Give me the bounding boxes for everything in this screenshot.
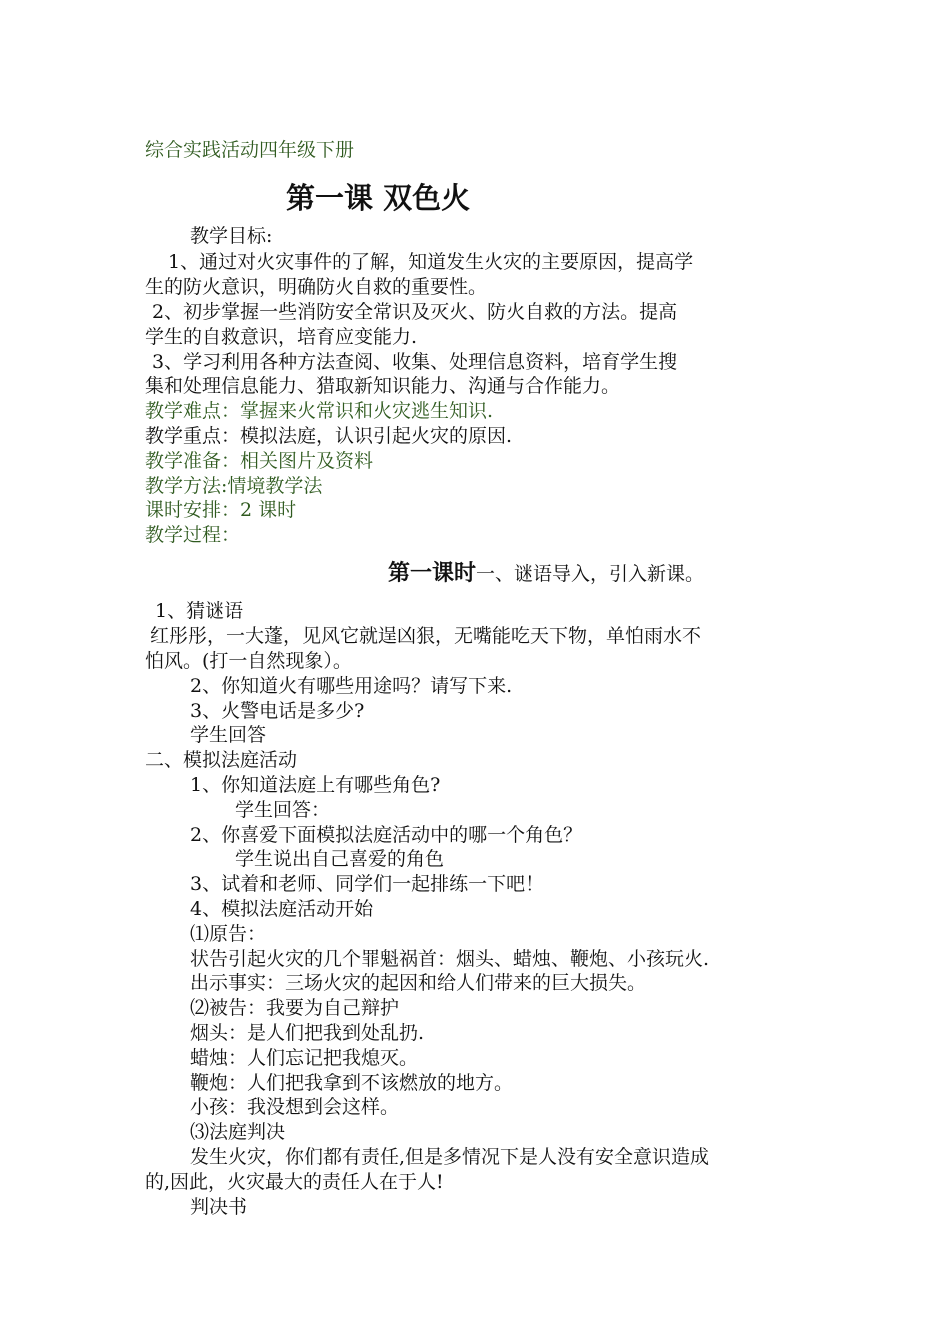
court-question-2: 2、你喜爱下面模拟法庭活动中的哪一个角色？	[190, 824, 583, 846]
riddle-line-1: 红彤彤，一大蓬，见风它就逞凶狠，无嘴能吃天下物，单怕雨水不	[150, 625, 702, 647]
teaching-prep: 教学准备：相关图片及资料	[145, 450, 374, 472]
plaintiff-facts: 出示事实：三场火灾的起因和给人们带来的巨大损失。	[190, 972, 647, 994]
teaching-keypoint: 教学重点：模拟法庭，认识引起火灾的原因.	[145, 425, 513, 447]
plaintiff-heading: ⑴原告：	[190, 923, 267, 945]
verdict-line-1: 发生火灾，你们都有责任,但是多情况下是人没有安全意识造成	[190, 1146, 710, 1168]
court-answer-1: 学生回答：	[235, 799, 331, 821]
plaintiff-statement: 状告引起火灾的几个罪魁祸首：烟头、蜡烛、鞭炮、小孩玩火.	[190, 948, 710, 970]
question-2: 2、你知道火有哪些用途吗？请写下来.	[190, 675, 513, 697]
verdict-line-2: 的,因此，火灾最大的责任人在于人!	[145, 1171, 444, 1193]
goal-3-line-1: 3、学习利用各种方法查阅、收集、处理信息资料，培育学生搜	[152, 351, 678, 373]
goal-3-line-2: 集和处理信息能力、猎取新知识能力、沟通与合作能力。	[145, 375, 621, 397]
goal-1-line-1: 1、通过对火灾事件的了解，知道发生火灾的主要原因，提高学	[168, 251, 694, 273]
defense-firecracker: 鞭炮：人们把我拿到不该燃放的地方。	[190, 1072, 514, 1094]
question-3: 3、火警电话是多少?	[190, 700, 365, 722]
riddle-heading: 1、猜谜语	[155, 600, 244, 622]
court-question-3: 3、试着和老师、同学们一起排练一下吧！	[190, 873, 545, 895]
period-heading-line	[388, 562, 704, 586]
defense-child: 小孩：我没想到会这样。	[190, 1096, 400, 1118]
teaching-process: 教学过程：	[145, 524, 241, 546]
verdict-heading: ⑶法庭判决	[190, 1121, 286, 1143]
verdict-document: 判决书	[190, 1196, 248, 1218]
section-1-heading: 一、谜语导入，引入新课。	[476, 563, 705, 585]
student-answer: 学生回答	[190, 724, 267, 746]
course-header: 综合实践活动四年级下册	[145, 139, 355, 161]
defendant-heading: ⑵被告：我要为自己辩护	[190, 997, 400, 1019]
court-question-4: 4、模拟法庭活动开始	[190, 898, 374, 920]
court-answer-2: 学生说出自己喜爱的角色	[235, 848, 445, 870]
teaching-method: 教学方法:情境教学法	[145, 475, 323, 497]
lesson-title: 第一课 双色火	[286, 181, 471, 215]
teaching-difficulty: 教学难点：掌握来火常识和火灾逃生知识.	[145, 400, 494, 422]
goal-1-line-2: 生的防火意识，明确防火自救的重要性。	[145, 276, 488, 298]
defense-cigarette: 烟头：是人们把我到处乱扔.	[190, 1022, 425, 1044]
class-schedule: 课时安排：2 课时	[145, 499, 297, 521]
goals-heading: 教学目标:	[190, 225, 273, 247]
goal-2-line-1: 2、初步掌握一些消防安全常识及灭火、防火自救的方法。提高	[152, 301, 678, 323]
goal-2-line-2: 学生的自救意识，培育应变能力.	[145, 326, 418, 348]
court-question-1: 1、你知道法庭上有哪些角色?	[190, 774, 441, 796]
section-2-heading: 二、模拟法庭活动	[145, 749, 298, 771]
defense-candle: 蜡烛：人们忘记把我熄灭。	[190, 1047, 419, 1069]
period-title: 第一课时	[388, 561, 477, 586]
riddle-line-2: 怕风。(打一自然现象）。	[145, 650, 352, 672]
